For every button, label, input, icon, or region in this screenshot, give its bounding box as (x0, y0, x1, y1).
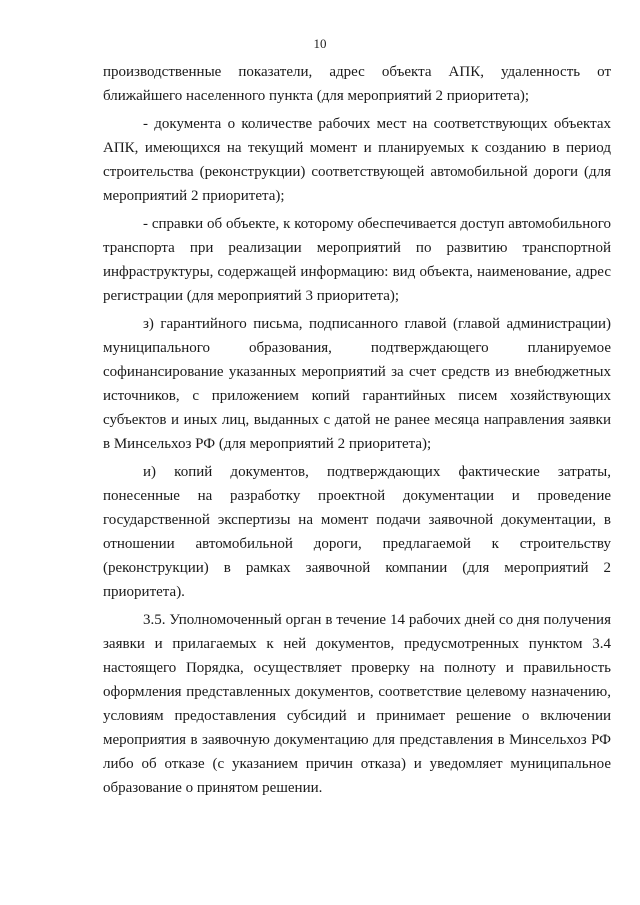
paragraph-3: - справки об объекте, к которому обеспечивается доступ автомобильного транспорта при реализации мероприятий по развитию транспортной инфраструктуры, содержащей информацию: вид объекта, наименование, адрес регистрации (для мероприятий 3 приоритета); (103, 216, 611, 304)
document-body (103, 60, 611, 804)
paragraph-4: з) гарантийного письма, подписанного главой (главой администрации) муниципального образования, подтверждающего планируемое софинансирование указанных мероприятий за счет средств из внебюджетных источников, с приложением копий гарантийных писем хозяйствующих субъектов и иных лиц, выданных с датой не ранее месяца направления заявки в Минсельхоз РФ (для мероприятий 2 приоритета); (103, 316, 611, 452)
paragraph-2: - документа о количестве рабочих мест на соответствующих объектах АПК, имеющихся на текущий момент и планируемых к созданию в период строительства (реконструкции) соответствующей автомобильной дороги (для мероприятий 2 приоритета); (103, 116, 611, 204)
paragraph-5: и) копий документов, подтверждающих фактические затраты, понесенные на разработку проектной документации и проведение государственной экспертизы на момент подачи заявочной документации, в отношении автомобильной дороги, предлагаемой к строительству (реконструкции) в рамках заявочной компании (для мероприятий 2 приоритета). (103, 464, 611, 600)
page-number: 10 (313, 36, 327, 51)
paragraph-1: производственные показатели, адрес объекта АПК, удаленность от ближайшего населенного пункта (для мероприятий 2 приоритета); (103, 64, 611, 104)
paragraph-6: 3.5. Уполномоченный орган в течение 14 рабочих дней со дня получения заявки и прилагаемых к ней документов, предусмотренных пунктом 3.4 настоящего Порядка, осуществляет проверку на полноту и правильность оформления представленных документов, соответствие целевому назначению, условиям предоставления субсидий и принимает решение о включении мероприятия в заявочную документацию для представления в Минсельхоз РФ либо об отказе (с указанием причин отказа) и уведомляет муниципальное образование о принятом решении. (103, 612, 611, 796)
